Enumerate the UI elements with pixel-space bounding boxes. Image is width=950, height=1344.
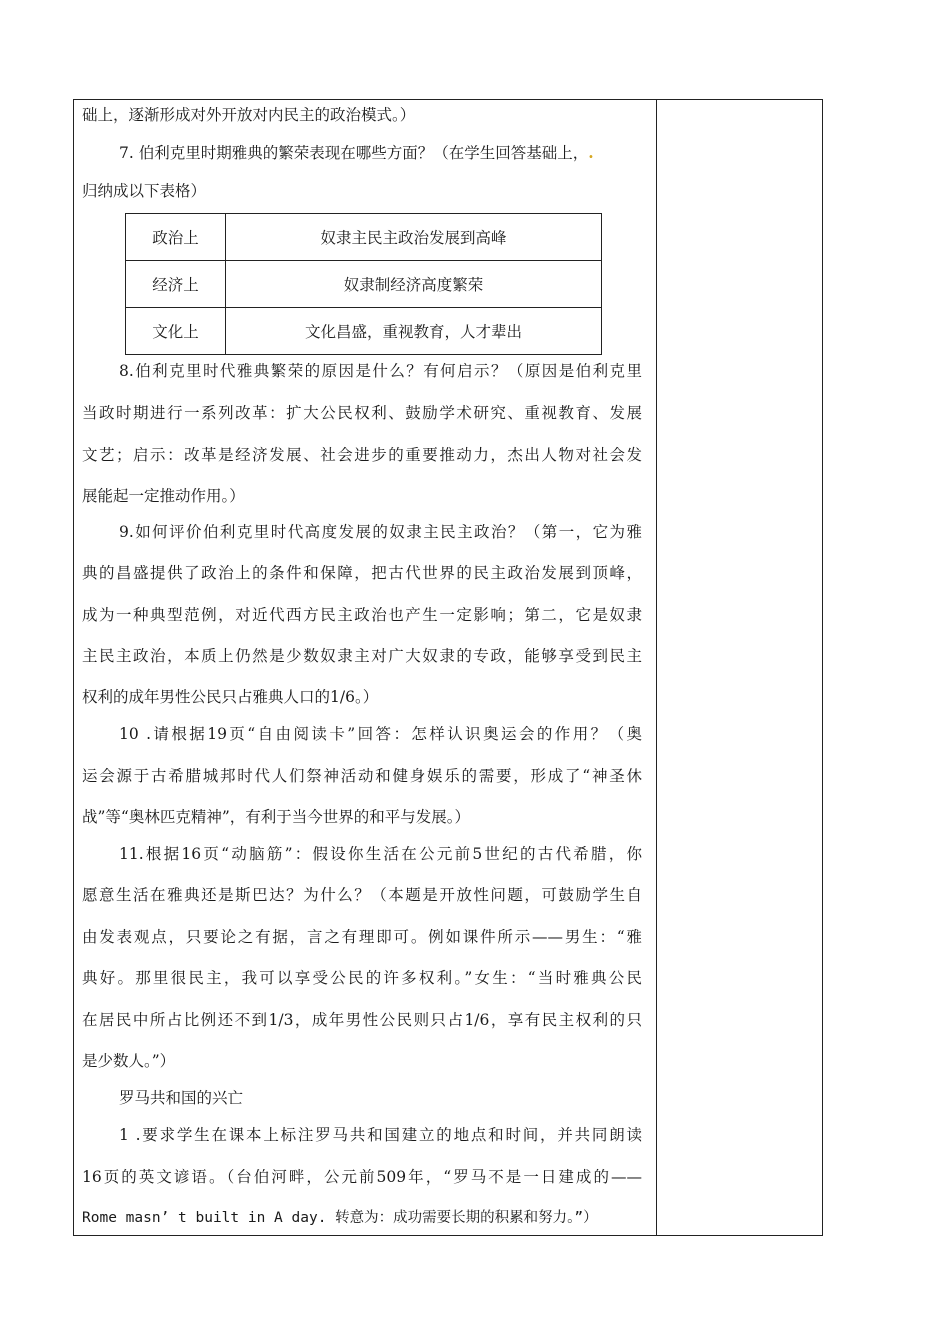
text-line: 是少数人。”） (82, 1052, 176, 1070)
table-row (126, 308, 602, 355)
question-11-line: 11.根据16页“动脑筋”：假设你生活在公元前5世纪的古代希腊，你 (119, 845, 642, 863)
question-8-line: 8.伯利克里时代雅典繁荣的原因是什么？有何启示？（原因是伯利克里 (119, 362, 642, 380)
question-9-line: 9.如何评价伯利克里时代高度发展的奴隶主民主政治？（第一，它为雅 (119, 523, 642, 541)
table-row (126, 261, 602, 308)
question-7-line: 7. 伯利克里时期雅典的繁荣表现在哪些方面？（在学生回答基础上，. (119, 143, 594, 162)
table-cell-description: 奴隶主民主政治发展到高峰 (226, 214, 602, 261)
text-line: 典好。那里很民主，我可以享受公民的许多权利。”女生：“当时雅典公民 (82, 969, 642, 987)
text-line: 战”等“奥林匹克精神”，有利于当今世界的和平与发展。） (82, 808, 471, 826)
text-line: 典的昌盛提供了政治上的条件和保障，把古代世界的民主政治发展到顶峰， (82, 564, 642, 582)
text-line: 主民主政治，本质上仍然是少数奴隶主对广大奴隶的专政，能够享受到民主 (82, 647, 642, 665)
highlight-mark: . (588, 143, 594, 162)
text-line: 由发表观点，只要论之有据，言之有理即可。例如课件所示——男生：“雅 (82, 928, 642, 946)
proverb-line: Rome masn’ t built in A day. 转意为：成功需要长期的积累和努力。”） (82, 1210, 598, 1226)
table-cell-description: 奴隶制经济高度繁荣 (226, 261, 602, 308)
section-heading: 罗马共和国的兴亡 (119, 1089, 244, 1107)
rome-item-1-line: 1 .要求学生在课本上标注罗马共和国建立的地点和时间，并共同朗读 (119, 1126, 642, 1144)
table-cell-aspect: 政治上 (126, 214, 226, 261)
text-line: 归纳成以下表格） (82, 182, 207, 200)
text-line: 愿意生活在雅典还是斯巴达？为什么？（本题是开放性问题，可鼓励学生自 (82, 886, 642, 904)
text-line: 成为一种典型范例，对近代西方民主政治也产生一定影响；第二，它是奴隶 (82, 606, 642, 624)
table-cell-aspect: 文化上 (126, 308, 226, 355)
text-line: 础上，逐渐形成对外开放对内民主的政治模式。） (82, 106, 416, 124)
table-row (126, 214, 602, 261)
text-line: 展能起一定推动作用。） (82, 487, 245, 505)
athens-prosperity-table (125, 213, 602, 355)
question-10-line: 10 .请根据19页“自由阅读卡”回答：怎样认识奥运会的作用？（奥 (119, 725, 642, 743)
text-line: 当政时期进行一系列改革：扩大公民权利、鼓励学术研究、重视教育、发展 (82, 404, 642, 422)
text-line: 16页的英文谚语。（台伯河畔，公元前509年，“罗马不是一日建成的—— (82, 1168, 642, 1186)
text-line: 文艺；启示：改革是经济发展、社会进步的重要推动力，杰出人物对社会发 (82, 446, 642, 464)
text-line: 运会源于古希腊城邦时代人们祭神活动和健身娱乐的需要，形成了“神圣休 (82, 767, 642, 785)
column-divider (656, 99, 657, 1236)
table-cell-description: 文化昌盛，重视教育，人才辈出 (226, 308, 602, 355)
text-line: 权利的成年男性公民只占雅典人口的1/6。） (82, 688, 379, 706)
text-line: 在居民中所占比例还不到1/3，成年男性公民则只占1/6，享有民主权利的只 (82, 1011, 642, 1029)
table-cell-aspect: 经济上 (126, 261, 226, 308)
